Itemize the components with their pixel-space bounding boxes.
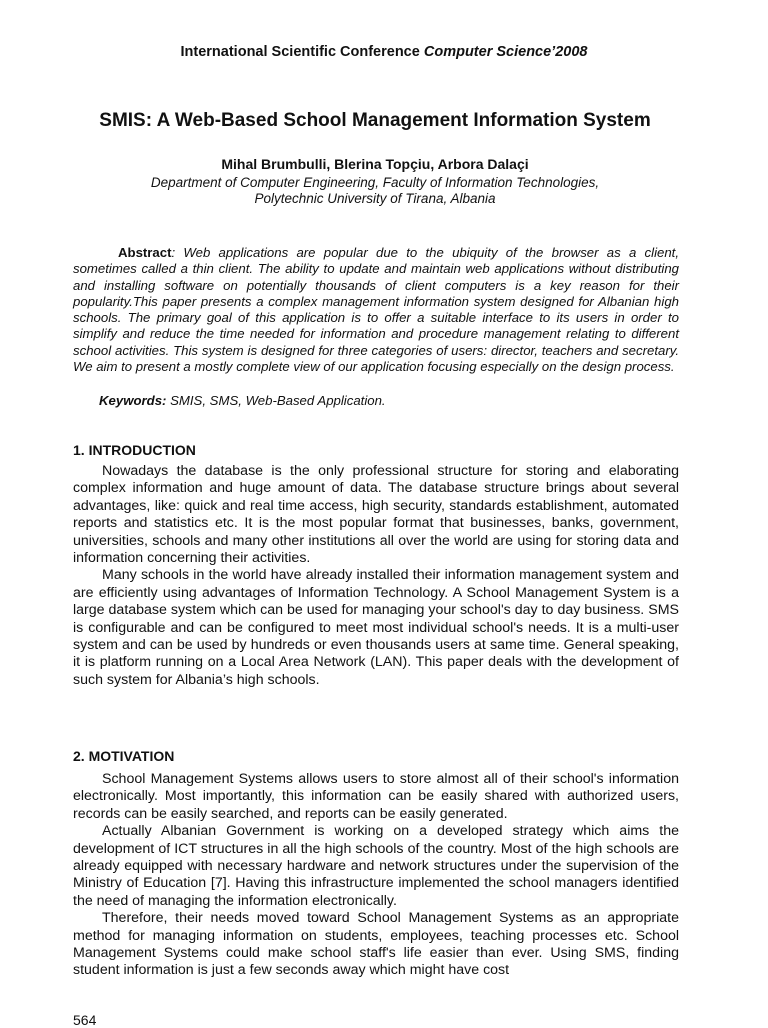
affiliation-line-1: Department of Computer Engineering, Faculty of Information Technologies, — [150, 175, 600, 190]
paper-authors: Mihal Brumbulli, Blerina Topçiu, Arbora Dalaçi — [221, 156, 529, 172]
abstract-text: Web applications are popular due to the ubiquity of the browser as a client, sometimes called a thin client. The ability to update and maintain web applications without distributing and installing software on potentially thousands of client computers is a key reason for their popularity.This paper presents a complex management information system designed for Albanian high schools. The primary goal of this application is to offer a suitable interface to its users in order to simplify and reduce the time needed for information and procedure management relating to different school activities. This system is designed for three categories of users: director, teachers and secretary. We aim to present a mostly complete view of our application focusing especially on the design process. — [73, 245, 679, 375]
paragraph: Therefore, their needs moved toward School Management Systems as an appropriate method for managing information on students, employees, teaching processes etc. School Management Systems could make school staff's life easier than ever. Using SMS, finding student information is just a few seconds away which might have cost — [73, 910, 679, 979]
section-heading-motivation: 2. MOTIVATION — [73, 748, 175, 764]
paper-title: SMIS: A Web-Based School Management Information System — [99, 110, 651, 131]
page-number: 564 — [73, 1012, 97, 1028]
section-body-introduction — [73, 463, 679, 689]
affiliation-line-2: Polytechnic University of Tirana, Albania — [254, 191, 496, 206]
paragraph: Actually Albanian Government is working on a developed strategy which aims the development of ICT structures in all the high schools of the country. Most of the high schools are already equipped with necessary hardware and network structures under the supervision of the Ministry of Education [7]. Having this infrastructure implemented the school managers identified the need of managing the information electronically. — [73, 823, 679, 909]
abstract-colon: : — [171, 245, 184, 260]
conference-name: Computer Science’2008 — [423, 44, 588, 60]
abstract-label: Abstract — [118, 245, 172, 260]
paragraph: School Management Systems allows users to store almost all of their school's information electronically. Most importantly, this information can be easily shared with authorized users, records can be easily searched, and reports can be easily generated. — [73, 771, 679, 822]
abstract — [73, 245, 679, 375]
keywords-label: Keywords: — [99, 393, 167, 408]
keywords-text: SMIS, SMS, Web-Based Application. — [170, 393, 386, 408]
conference-prefix: International Scientific Conference — [180, 44, 420, 60]
paragraph: Nowadays the database is the only professional structure for storing and elaborating complex information and huge amount of data. The database structure brings about several advantages, like: quick and real time access, high security, standards establishment, automated reports and statistics etc. It is the most popular format that businesses, banks, government, universities, schools and many other institutions all over the world are using for storing data and information concerning their activities. — [73, 463, 679, 567]
paragraph: Many schools in the world have already installed their information management system and are efficiently using advantages of Information Technology. A School Management System is a large database system which can be used for managing your school's day to day business. SMS is configurable and can be configured to meet most individual school's needs. It is a multi-user system and can be used by hundreds or even thousands users at same time. General speaking, it is platform running on a Local Area Network (LAN). This paper deals with the development of such system for Albania’s high schools. — [73, 567, 679, 688]
paper-affiliation — [0, 175, 750, 207]
section-heading-introduction: 1. INTRODUCTION — [73, 442, 196, 458]
conference-header — [0, 44, 768, 60]
section-body-motivation — [73, 771, 679, 980]
keywords — [99, 393, 679, 409]
